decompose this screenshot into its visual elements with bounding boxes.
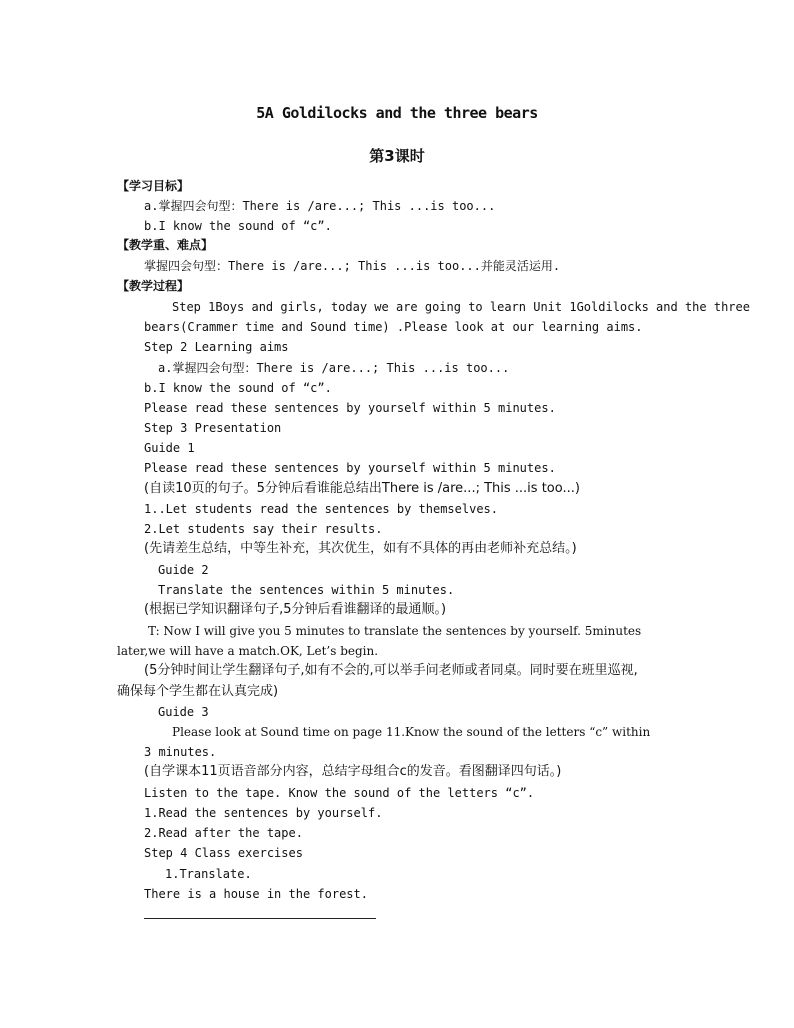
section-heading-process: 【教学过程】 <box>117 279 190 293</box>
exercise-translate-label: 1.Translate. <box>165 867 252 881</box>
guide1-item1: 1..Let students read the sentences by themselves. <box>144 502 499 516</box>
step1-line2: bears(Crammer time and Sound time) .Please look at our learning aims. <box>144 320 643 334</box>
step4-heading: Step 4 Class exercises <box>144 846 303 860</box>
section-heading-keypoints: 【教学重、难点】 <box>117 238 214 252</box>
objective-a: a.掌握四会句型：There is /are...; This ...is too... <box>144 199 496 213</box>
guide3-item2: 2.Read after the tape. <box>144 826 303 840</box>
guide2-teacher-line2: later,we will have a match.OK, Let’s begin. <box>117 644 379 658</box>
guide1-heading: Guide 1 <box>144 441 195 455</box>
exercise-sentence: There is a house in the forest. <box>144 887 368 901</box>
guide2-teacher-line1: T: Now I will give you 5 minutes to translate the sentences by yourself. 5minutes <box>148 624 642 638</box>
guide3-instruction-line1: Please look at Sound time on page 11.Know the sound of the letters “c” within <box>172 725 651 739</box>
guide3-item1: 1.Read the sentences by yourself. <box>144 806 383 820</box>
keypoint-text: 掌握四会句型：There is /are...; This ...is too...并能灵活运用. <box>144 259 561 273</box>
section-heading-objectives: 【学习目标】 <box>117 179 190 193</box>
guide2-procedure-line1: (5分钟时间让学生翻译句子,如有不会的,可以举手问老师或者同桌。同时要在班里巡视, <box>144 663 638 678</box>
guide1-note: (自读10页的句子。5分钟后看谁能总结出There is /are...; This ...is too...) <box>144 481 580 496</box>
answer-blank-line[interactable] <box>144 918 376 919</box>
guide2-note: (根据已学知识翻译句子,5分钟后看谁翻译的最通顺。) <box>144 602 447 617</box>
step1-line1: Step 1Boys and girls, today we are going to learn Unit 1Goldilocks and the three <box>172 300 750 314</box>
guide3-heading: Guide 3 <box>158 705 209 719</box>
guide1-teacher-note: (先请差生总结，中等生补充，其次优生，如有不具体的再由老师补充总结。) <box>144 541 577 556</box>
step3-heading: Step 3 Presentation <box>144 421 282 435</box>
step2-aim-b: b.I know the sound of “c”. <box>144 381 332 395</box>
guide2-procedure-line2: 确保每个学生都在认真完成) <box>117 684 279 699</box>
step2-heading: Step 2 Learning aims <box>144 340 289 354</box>
guide3-note: (自学课本11页语音部分内容，总结字母组合c的发音。看图翻译四句话。) <box>144 764 562 779</box>
lesson-subtitle: 第3课时 <box>369 147 425 165</box>
guide3-instruction-line2: 3 minutes. <box>144 745 217 759</box>
guide2-instruction: Translate the sentences within 5 minutes. <box>158 583 455 597</box>
step2-instruction: Please read these sentences by yourself within 5 minutes. <box>144 401 556 415</box>
step2-aim-a: a.掌握四会句型：There is /are...; This ...is too... <box>158 361 510 375</box>
guide3-listen: Listen to the tape. Know the sound of the letters “c”. <box>144 786 535 800</box>
guide1-item2: 2.Let students say their results. <box>144 522 383 536</box>
guide2-heading: Guide 2 <box>158 563 209 577</box>
guide1-instruction: Please read these sentences by yourself within 5 minutes. <box>144 461 556 475</box>
objective-b: b.I know the sound of “c”. <box>144 219 332 233</box>
document-title: 5A Goldilocks and the three bears <box>256 104 538 122</box>
